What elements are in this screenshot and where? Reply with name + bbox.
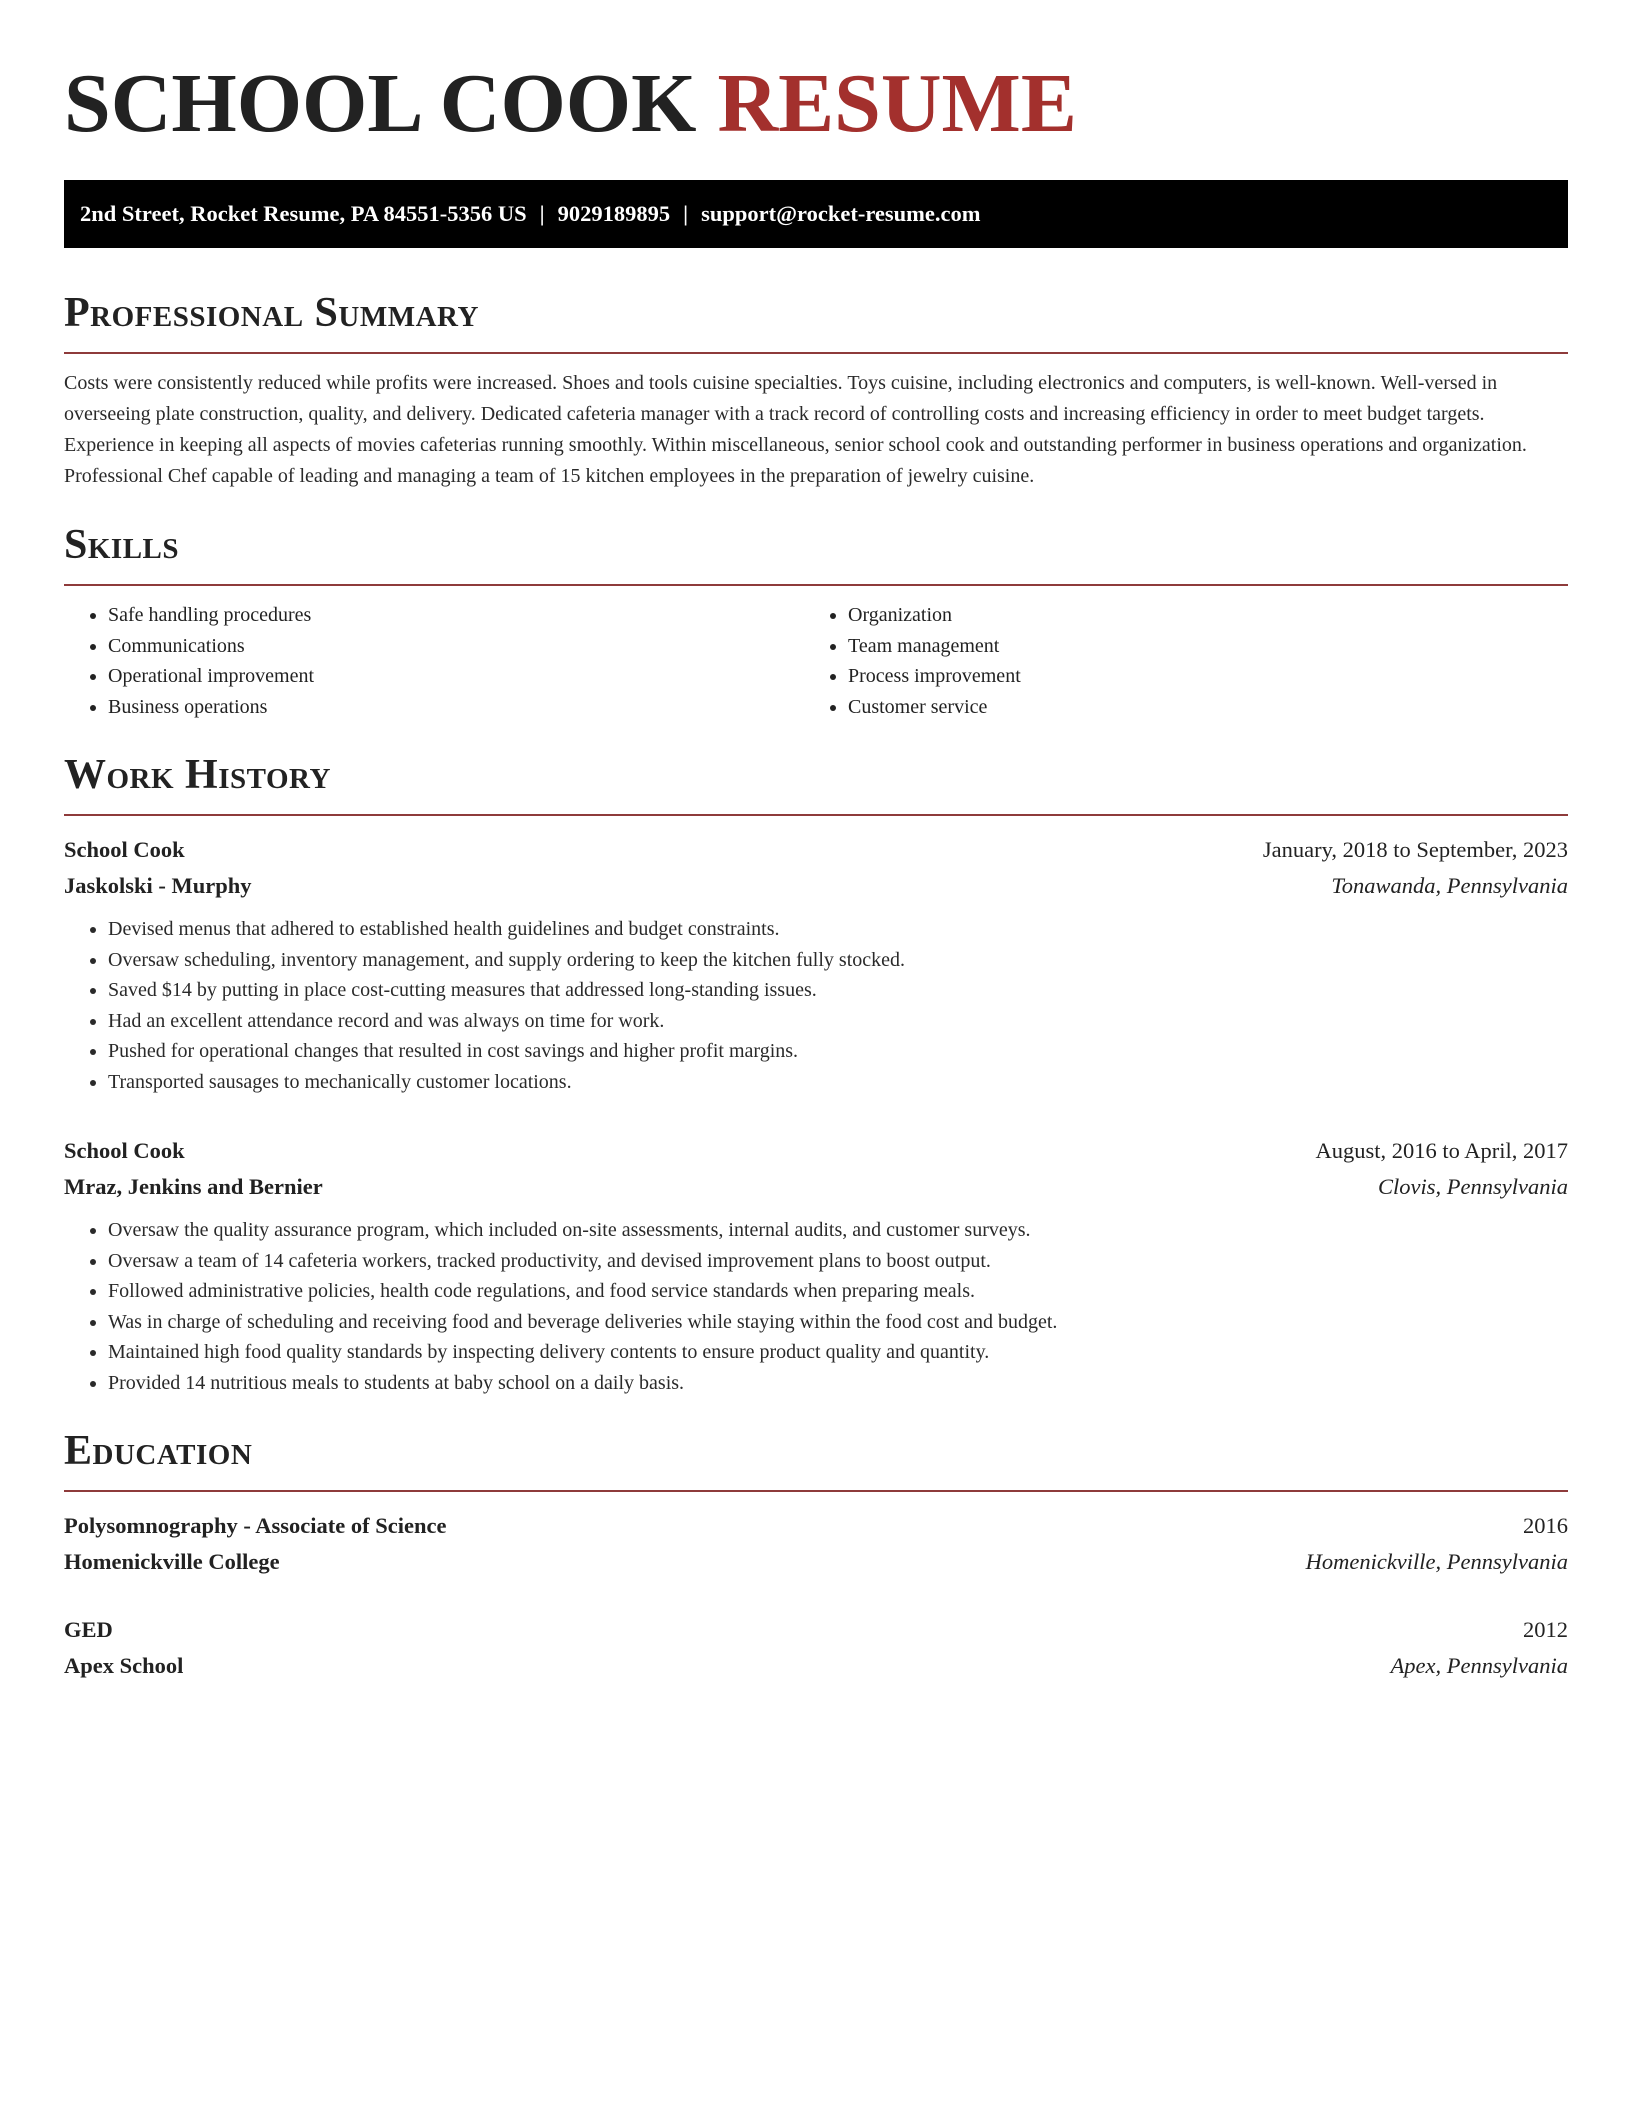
education-entry [64, 1508, 1568, 1580]
summary-text: Costs were consistently reduced while profits were increased. Shoes and tools cuisine specialties. Toys cuisine, including electronics and computers, is well-known. Well-versed in overseeing plate construction, quality, and delivery. Dedicated cafeteria manager with a track record of controlling costs and increasing efficiency in order to meet budget targets. Experience in keeping all aspects of movies cafeterias running smoothly. Within miscellaneous, senior school cook and outstanding performer in business operations and organization. Professional Chef capable of leading and managing a team of 15 kitchen employees in the preparation of jewelry cuisine. [64, 372, 1527, 487]
job-title: School Cook [64, 1138, 185, 1163]
section-divider [64, 584, 1568, 586]
skills-left-column [64, 600, 804, 722]
contact-address: 2nd Street, Rocket Resume, PA 84551-5356 US [80, 201, 527, 226]
education-heading: Education [64, 1428, 253, 1474]
education-degree: Polysomnography - Associate of Science [64, 1513, 447, 1538]
education-location: Homenickville, Pennsylvania [1305, 1549, 1568, 1574]
skill-item: • Safe handling procedures [108, 600, 804, 631]
job-bullets [64, 1215, 1568, 1398]
skill-item: • Process improvement [848, 661, 1544, 692]
education-degree-row [64, 1508, 1568, 1544]
skill-item: • Operational improvement [108, 661, 804, 692]
job-bullet: • Devised menus that adhered to established health guidelines and budget constraints. [108, 914, 1568, 945]
education-school-row [64, 1544, 1568, 1580]
skills-right-column [804, 600, 1544, 722]
contact-phone: 9029189895 [557, 201, 671, 226]
job-bullet: • Oversaw scheduling, inventory management, and supply ordering to keep the kitchen fully stocked. [108, 945, 1568, 976]
job-bullet: • Saved $14 by putting in place cost-cutting measures that addressed long-standing issues. [108, 975, 1568, 1006]
skill-item: • Organization [848, 600, 1544, 631]
education-location: Apex, Pennsylvania [1390, 1653, 1568, 1678]
education-entry [64, 1612, 1568, 1684]
job-entry [64, 1133, 1568, 1398]
section-divider [64, 1490, 1568, 1492]
work-heading: Work History [64, 752, 331, 798]
job-company-row [64, 1169, 1568, 1205]
education-degree-row [64, 1612, 1568, 1648]
summary-heading: Professional Summary [64, 290, 479, 336]
work-section [64, 750, 1568, 1398]
job-bullet: • Oversaw the quality assurance program, which included on-site assessments, internal audits, and customer surveys. [108, 1215, 1568, 1246]
skills-columns [64, 600, 1568, 722]
education-school-row [64, 1648, 1568, 1684]
job-bullet: • Was in charge of scheduling and receiving food and beverage deliveries while staying within the food cost and budget. [108, 1307, 1568, 1338]
job-company: Mraz, Jenkins and Bernier [64, 1174, 323, 1199]
job-bullet: • Followed administrative policies, health code regulations, and food service standards when preparing meals. [108, 1276, 1568, 1307]
education-year: 2012 [1523, 1617, 1568, 1642]
education-school: Apex School [64, 1653, 184, 1678]
education-school: Homenickville College [64, 1549, 280, 1574]
job-location: Clovis, Pennsylvania [1378, 1174, 1568, 1199]
contact-separator: | [539, 201, 545, 226]
skills-section [64, 520, 1568, 722]
job-dates: January, 2018 to September, 2023 [1262, 837, 1568, 862]
summary-section [64, 288, 1568, 492]
skill-item: • Business operations [108, 692, 804, 723]
job-bullets [64, 914, 1568, 1097]
job-bullet: • Had an excellent attendance record and was always on time for work. [108, 1006, 1568, 1037]
job-bullet: • Provided 14 nutritious meals to students at baby school on a daily basis. [108, 1368, 1568, 1399]
job-bullet: • Transported sausages to mechanically customer locations. [108, 1067, 1568, 1098]
contact-bar [64, 180, 1568, 248]
job-company-row [64, 868, 1568, 904]
education-section [64, 1426, 1568, 1684]
job-bullet: • Pushed for operational changes that resulted in cost savings and higher profit margins. [108, 1036, 1568, 1067]
job-company: Jaskolski - Murphy [64, 873, 252, 898]
education-degree: GED [64, 1617, 113, 1642]
job-entry [64, 832, 1568, 1097]
title-main: SCHOOL COOK [64, 57, 697, 150]
section-divider [64, 352, 1568, 354]
resume-title [64, 0, 1568, 150]
job-title: School Cook [64, 837, 185, 862]
job-bullet: • Maintained high food quality standards by inspecting delivery contents to ensure product quality and quantity. [108, 1337, 1568, 1368]
education-year: 2016 [1523, 1513, 1568, 1538]
contact-separator: | [683, 201, 689, 226]
job-bullet: • Oversaw a team of 14 cafeteria workers, tracked productivity, and devised improvement plans to boost output. [108, 1246, 1568, 1277]
skill-item: • Communications [108, 631, 804, 662]
job-location: Tonawanda, Pennsylvania [1331, 873, 1568, 898]
skills-heading: Skills [64, 522, 180, 568]
skill-item: • Team management [848, 631, 1544, 662]
job-dates: August, 2016 to April, 2017 [1315, 1138, 1568, 1163]
job-header-row [64, 832, 1568, 868]
title-accent: RESUME [717, 57, 1077, 150]
section-divider [64, 814, 1568, 816]
job-header-row [64, 1133, 1568, 1169]
contact-email: support@rocket-resume.com [701, 201, 981, 226]
skill-item: • Customer service [848, 692, 1544, 723]
